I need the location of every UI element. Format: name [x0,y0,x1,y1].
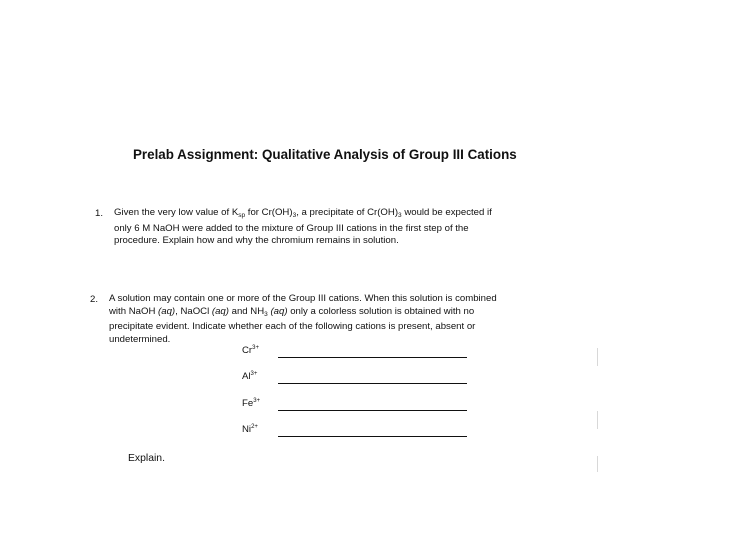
question-1-line-2: only 6 M NaOH were added to the mixture of Group III cations in the first step of the [114,222,469,234]
question-2-line-2: with NaOH (aq), NaOCl (aq) and $NH_3$ (aq) only a colorless solution is obtained with no [109,305,475,318]
question-2-line-3: precipitate evident. Indicate whether each of the following cations is present, absent or [109,321,476,332]
cation-label-cr: $Cr^{3+}$ [242,345,259,356]
answer-line-cr[interactable] [278,357,467,358]
question-2-line-1: A solution may contain one or more of the Group III cations. When this solution is combined [109,293,497,304]
page-edge-mark [597,411,598,429]
page-edge-mark [597,456,598,472]
cation-label-fe: $Fe^{3+}$ [242,398,261,409]
cation-row-cr [242,345,472,361]
question-2-line-4: undetermined. [109,333,171,345]
answer-line-ni[interactable] [278,436,467,437]
page-edge-mark [597,348,598,366]
page-title: Prelab Assignment: Qualitative Analysis of Group III Cations [133,147,517,162]
explain-label: Explain. [128,453,165,464]
cation-label-ni: $Ni^{2+}$ [242,424,258,435]
question-1-line-1: Given the very low value of $K_{sp}$ for $Cr(OH)_3$, a precipitate of $Cr(OH)_3$ would be expected if [114,207,492,219]
answer-line-al[interactable] [278,383,467,384]
cation-row-ni [242,424,472,440]
question-2-text [109,293,589,346]
cation-row-fe [242,398,472,414]
cation-label-al: $Al^{3+}$ [242,371,258,382]
answer-line-fe[interactable] [278,410,467,411]
question-1-number: 1. [95,208,104,219]
question-1-line-3: procedure. Explain how and why the chromium remains in solution. [114,235,399,246]
question-1-text [114,207,584,248]
question-2-number: 2. [90,294,99,305]
cation-row-al [242,371,472,387]
